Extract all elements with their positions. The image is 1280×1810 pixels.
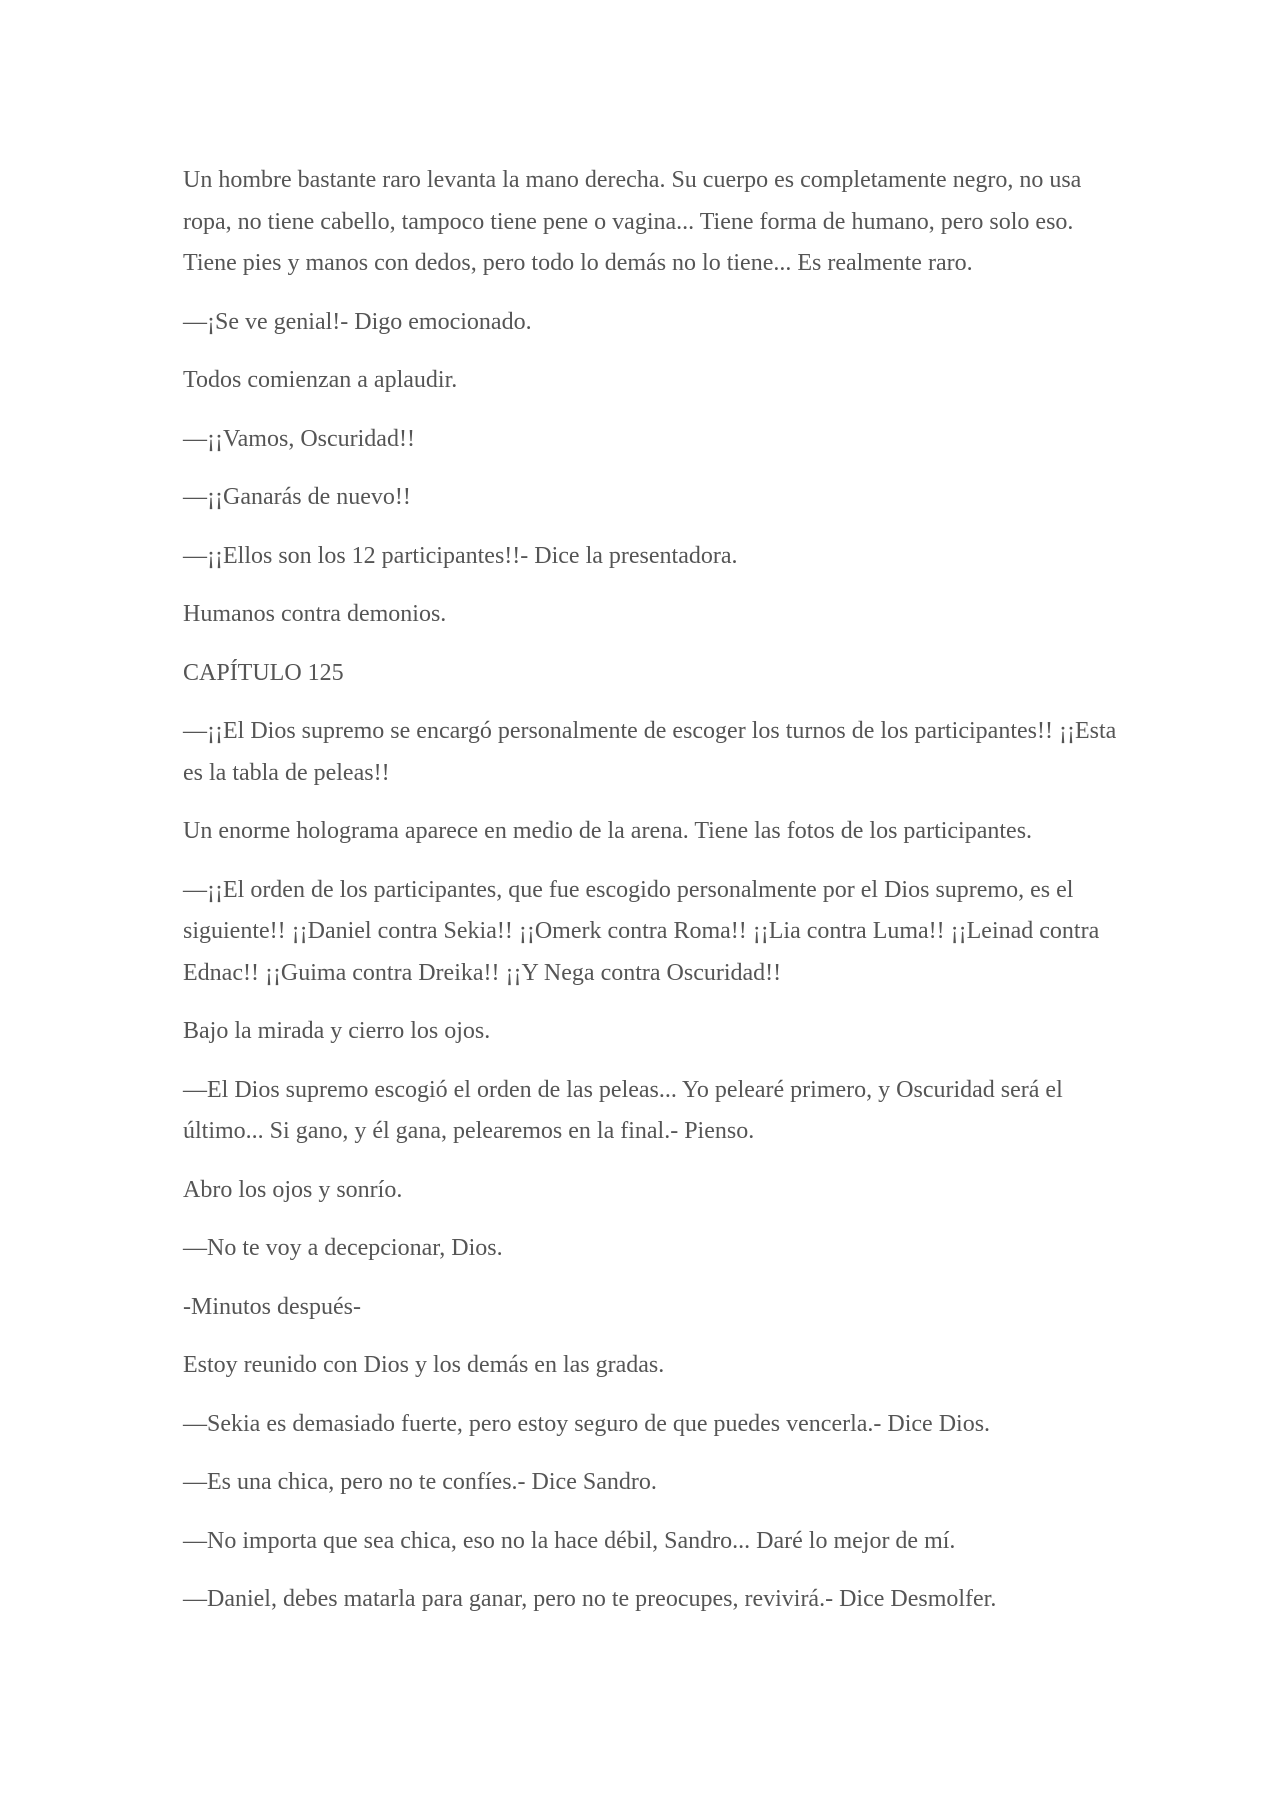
scene-break: -Minutos después- xyxy=(183,1293,361,1320)
paragraph-narration: Bajo la mirada y cierro los ojos. xyxy=(183,1018,491,1044)
paragraph-dialogue: —¡¡Vamos, Oscuridad!! xyxy=(183,425,415,452)
paragraph-dialogue: —No te voy a decepcionar, Dios. xyxy=(183,1235,503,1261)
paragraph-dialogue: —Sekia es demasiado fuerte, pero estoy seguro de que puedes vencerla.- Dice Dios. xyxy=(183,1410,991,1437)
paragraph-narration: Abro los ojos y sonrío. xyxy=(183,1176,403,1203)
paragraph-narration: Humanos contra demonios. xyxy=(183,601,447,627)
paragraph-dialogue: —¡Se ve genial!- Digo emocionado. xyxy=(183,308,532,335)
paragraph-dialogue: —¡¡Ellos son los 12 participantes!!- Dice la presentadora. xyxy=(183,542,738,569)
document-page xyxy=(183,160,1123,1638)
paragraph-dialogue: —Daniel, debes matarla para ganar, pero no te preocupes, revivirá.- Dice Desmolfer. xyxy=(183,1586,997,1612)
paragraph-narration: Un enorme holograma aparece en medio de la arena. Tiene las fotos de los participantes. xyxy=(183,818,1033,844)
paragraph-narration: Todos comienzan a aplaudir. xyxy=(183,367,458,393)
paragraph-dialogue: —¡¡El Dios supremo se encargó personalmente de escoger los turnos de los participantes!! ¡¡Esta es la tabla de peleas!! xyxy=(183,718,1117,786)
paragraph-dialogue: —¡¡Ganarás de nuevo!! xyxy=(183,484,411,510)
paragraph-dialogue: —Es una chica, pero no te confíes.- Dice Sandro. xyxy=(183,1469,657,1495)
paragraph-narration: Estoy reunido con Dios y los demás en las gradas. xyxy=(183,1352,665,1378)
chapter-heading: CAPÍTULO 125 xyxy=(183,659,344,686)
paragraph-dialogue: —El Dios supremo escogió el orden de las peleas... Yo pelearé primero, y Oscuridad será el último... Si gano, y él gana, pelearemos en la final.- Pienso. xyxy=(183,1076,1063,1144)
paragraph-dialogue: —¡¡El orden de los participantes, que fue escogido personalmente por el Dios supremo, es el siguiente!! ¡¡Daniel contra Sekia!! ¡¡Omerk contra Roma!! ¡¡Lia contra Luma!! ¡¡Leinad contra Ednac!! ¡¡Guima contra Dreika!! ¡¡Y Nega contra Oscuridad!! xyxy=(183,876,1100,986)
paragraph-intro: Un hombre bastante raro levanta la mano derecha. Su cuerpo es completamente negro, no usa ropa, no tiene cabello, tampoco tiene pene o vagina... Tiene forma de humano, pero solo eso. Tiene pies y manos con dedos, pero todo lo demás no lo tiene... Es realmente raro. xyxy=(183,167,1082,276)
paragraph-dialogue: —No importa que sea chica, eso no la hace débil, Sandro... Daré lo mejor de mí. xyxy=(183,1527,956,1554)
